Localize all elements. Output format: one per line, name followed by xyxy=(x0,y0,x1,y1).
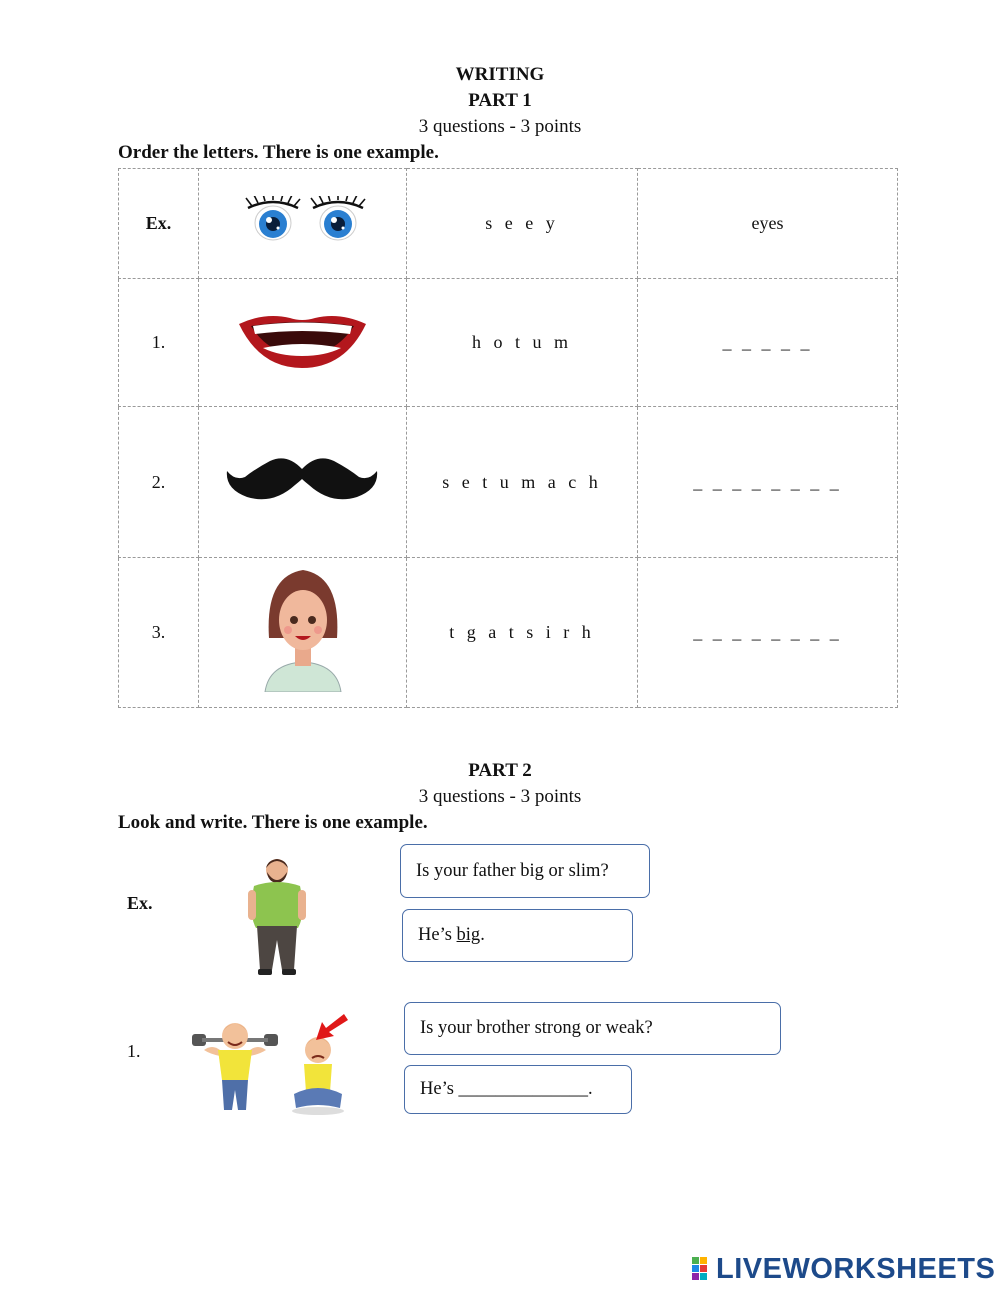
table-row xyxy=(119,557,898,707)
big-father-icon xyxy=(246,856,308,983)
part2-title: PART 2 xyxy=(468,760,532,781)
question-1-box xyxy=(404,1002,781,1055)
page-title: WRITING xyxy=(455,64,545,85)
example-label: Ex. xyxy=(127,893,153,913)
scrambled-letters: s e e y xyxy=(407,169,638,279)
answer-blank[interactable]: _ _ _ _ _ xyxy=(638,279,898,407)
answer-blank[interactable]: _ _ _ _ _ _ _ _ xyxy=(638,407,898,557)
logo-text: LIVEWORKSHEETS xyxy=(716,1253,996,1285)
part1-subtitle: 3 questions - 3 points xyxy=(418,116,582,137)
table-row xyxy=(119,407,898,557)
example-question-box xyxy=(400,844,650,898)
answer-1-text[interactable]: He’s ______________. xyxy=(420,1079,593,1099)
part1-table xyxy=(118,168,898,708)
example-answer-prefix: He’s xyxy=(418,925,457,945)
part2-instruction: Look and write. There is one example. xyxy=(118,812,428,833)
mouth-icon xyxy=(199,279,407,407)
liveworksheets-logo xyxy=(692,1253,995,1286)
part1-title: PART 1 xyxy=(468,90,532,111)
scrambled-letters: h o t u m xyxy=(407,279,638,407)
logo-icon xyxy=(692,1257,716,1283)
scrambled-letters: t g a t s i r h xyxy=(407,557,638,707)
moustache-icon xyxy=(199,407,407,557)
strong-weak-boys-icon xyxy=(190,1010,355,1121)
row-number: 2. xyxy=(119,407,199,557)
answer-example: eyes xyxy=(638,169,898,279)
row-number: Ex. xyxy=(119,169,199,279)
girl-face-icon xyxy=(199,557,407,707)
table-row xyxy=(119,169,898,279)
part1-instruction: Order the letters. There is one example. xyxy=(118,142,439,163)
part2-subtitle: 3 questions - 3 points xyxy=(418,786,582,807)
row-number: 1. xyxy=(119,279,199,407)
answer-blank[interactable]: _ _ _ _ _ _ _ _ xyxy=(638,557,898,707)
example-question: Is your father big or slim? xyxy=(416,860,609,881)
answer-1-box[interactable] xyxy=(404,1065,632,1114)
table-row xyxy=(119,279,898,407)
question-number: 1. xyxy=(127,1041,141,1061)
example-answer-word: big xyxy=(456,925,481,945)
row-number: 3. xyxy=(119,557,199,707)
example-answer-box xyxy=(402,909,633,962)
example-answer-suffix: . xyxy=(480,925,485,945)
scrambled-letters: s e t u m a c h xyxy=(407,407,638,557)
question-1-text: Is your brother strong or weak? xyxy=(420,1018,653,1038)
eyes-icon xyxy=(199,169,407,279)
